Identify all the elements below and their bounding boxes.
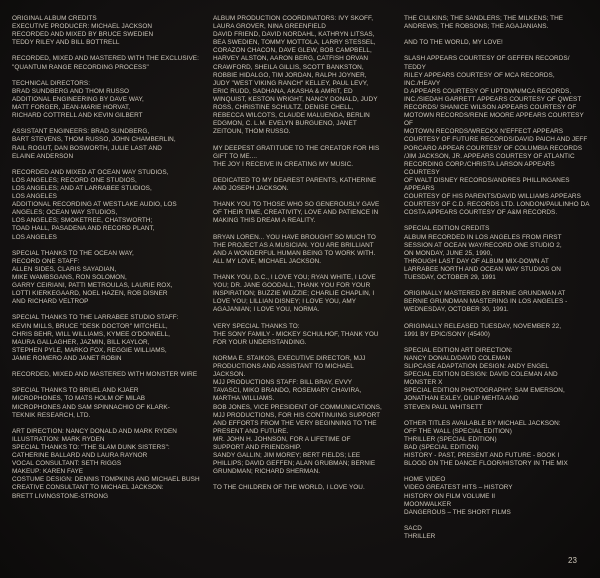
credit-block-right: HOME VIDEO VIDEO GREATEST HITS – HISTORY HISTORY ON FILM VOLUME II MOONWALKER DANGEROUS – THE SHORT FILMS xyxy=(404,476,513,516)
credit-block-left: SPECIAL THANKS TO BRUEL AND KJAER MICROPHONES, TO MATS HOLM OF MILAB MICROPHONES AND SAM SPINNACHIO OF KLARK- TEKNIK RESEARCH, LTD. xyxy=(12,387,170,419)
credit-block-right: ORIGINALLY RELEASED TUESDAY, NOVEMBER 22, 1991 BY EPIC/SONY (45400) xyxy=(404,322,562,338)
credits-column-left xyxy=(12,15,202,509)
credit-block-middle: ALBUM PRODUCTION COORDINATORS: IVY SKOFF, LAURA GROVER, NINA GREENFIELD DAVID FRIEND, DAVID NORDAHL, KATHRYN LITSAS, BEA SWEDIEN, TOMMY MOTTOLA, LARRY STESSEL, CORAZON CHACON, DAVE GLEW, BOB CAMPBELL, HARVEY ALSTON, AARON BERG, CATFISH ORVAN CRAWFORD, SHEILA GILLIS, SCOTT BANKSTON, ROBBIE HIDALGO, TIM JORDAN, RALPH JOYNER, JUDY "WEST VIKING RANCH" KELLEY, PAUL LEVY, ERIC RUDD, SADHANA, AKASHA & AMRIT, ED WINQUIST, KESTON WRIGHT, NANCY DONALD, JUDY ROSS, CHRISTINE SCHULTZ, DENISE CHELL, REBECCA WILCOTS, CLAUDE MALUENDA, BERLIN EDGMON, C. L.M. EVELYN BURGUENO, JANET ZEITOUN, THOM RUSSO. xyxy=(213,15,378,136)
credit-block-right: OTHER TITLES AVAILABLE BY MICHAEL JACKSON: OFF THE WALL (SPECIAL EDITION) THRILLER (SPECIAL EDITION) BAD (SPECIAL EDITION) HISTORY - PAST, PRESENT AND FUTURE - BOOK I BLOOD ON THE DANCE FLOOR/HISTORY IN THE MIX xyxy=(404,419,568,468)
credit-block-right: SPECIAL EDITION CREDITS ALBUM RECORDED IN LOS ANGELES FROM FIRST SESSION AT OCEAN WAY/RECORD ONE STUDIO 2, ON MONDAY, JUNE 25, 1990, THROUGH LAST DAY OF ALBUM MIX-DOWN AT LARRABEE NORTH AND OCEAN WAY STUDIOS ON TUESDAY, OCTOBER 29, 1991 xyxy=(404,225,562,281)
credit-block-middle: THANK YOU TO THOSE WHO SO GENEROUSLY GAVE OF THEIR TIME, CREATIVITY, LOVE AND PATIENCE IN MAKING THIS DREAM A REALITY. xyxy=(213,201,380,225)
credits-column-right xyxy=(404,15,590,549)
credit-block-middle: BRYAN LOREN... YOU HAVE BROUGHT SO MUCH TO THE PROJECT AS A MUSICIAN. YOU ARE BRILLIANT AND A WONDERFUL HUMAN BEING TO WORK WITH. ALL MY LOVE, MICHAEL JACKSON. xyxy=(213,233,376,265)
credit-block-right: SPECIAL EDITION ART DIRECTION: NANCY DONALD/DAVID COLEMAN SLIPCASE ADAPTATION DESIGN: ANDY ENGEL SPECIAL EDITION DESIGN: DAVID COLEMAN AND MONSTER X SPECIAL EDITION PHOTOGRAPHY: SAM EMERSON, JONATHAN EXLEY, DILIP MEHTA AND STEVEN PAUL WHITSETT xyxy=(404,346,565,411)
credit-block-right: THE CULKINS; THE SANDLERS; THE MILKENS; THE ANDREWS; THE ROBSONS; THE AGAJANIANS. xyxy=(404,15,564,31)
credit-block-middle: NORMA E. STAIKOS, EXECUTIVE DIRECTOR, MJJ PRODUCTIONS AND ASSISTANT TO MICHAEL JACKSON. MJJ PRODUCTIONS STAFF: BILL BRAY, EVVY TAVASCI, MIKO BRANDO, ROSEMARY CHAVIRA, MARTHA WILLIAMS. BOB JONES, VICE PRESIDENT OF COMMUNICATIONS, MJJ PRODUCTIONS, FOR HIS CONTINUING SUPPORT AND EFFORTS FROM THE VERY BEGINNING TO THE PRESENT AND FUTURE. MR. JOHN H. JOHNSON, FOR A LIFETIME OF SUPPORT AND FRIENDSHIP. SANDY GALLIN; JIM MOREY; BERT FIELDS; LEE PHILLIPS; DAVID GEFFEN; ALAN GRUBMAN; BERNIE GRUNDMAN; RICHARD SHERMAN. xyxy=(213,354,382,476)
credit-block-left: ORIGINAL ALBUM CREDITS EXECUTIVE PRODUCER: MICHAEL JACKSON RECORDED AND MIXED BY BRUCE SWEDIEN TEDDY RILEY AND BILL BOTTRELL xyxy=(12,15,154,47)
credit-block-right: SLASH APPEARS COURTESY OF GEFFEN RECORDS/ TEDDY RILEY APPEARS COURTESY OF MCA RECORDS, INC./HEAVY D APPEARS COURTESY OF UPTOWN/MCA RECORDS, INC./SIEDAH GARRETT APPEARS COURTESY OF QWEST RECORDS/ SHANICE WILSON APPEARS COURTESY OF MOTOWN RECORDS/RENE MOORE APPEARS COURTESY OF MOTOWN RECORDS/WRECKX N'EFFECT APPEARS COURTESY OF FUTURE RECORDS/DAVID PAICH AND JEFF PORCARO APPEAR COURTESY OF COLUMBIA RECORDS /JIM JACKSON, JR. APPEARS COURTESY OF ATLANTIC RECORDING CORP./CHRISTA LARSON APPEARS COURTESY OF WALT DISNEY RECORDS/ANDRES PHILLINGANES APPEARS COURTESY OF HIS PARENTS/DAVID WILLIAMS APPEARS COURTESY OF C.D. RECORDS LTD. LONDON/PAULINHO DA COSTA APPEARS COURTESY OF A&M RECORDS. xyxy=(404,55,590,217)
credit-block-right: ORIGINALLY MASTERED BY BERNIE GRUNDMAN AT BERNIE GRUNDMAN MASTERING IN LOS ANGELES - WEDNESDAY, OCTOBER 30, 1991. xyxy=(404,290,568,314)
credit-block-right: AND TO THE WORLD, MY LOVE! xyxy=(404,39,503,47)
credit-block-left: TECHNICAL DIRECTORS: BRAD SUNDBERG AND THOM RUSSO ADDITIONAL ENGINEERING BY DAVE WAY, MATT FORGER, JEAN-MARIE HORVAT, RICHARD COTTRELL AND KEVIN GILBERT xyxy=(12,79,144,120)
credit-block-middle: VERY SPECIAL THANKS TO: THE SONY FAMILY - MICKEY SCHULHOF, THANK YOU FOR YOUR UNDERSTANDING. xyxy=(213,322,379,346)
credits-column-middle xyxy=(213,15,395,501)
credit-block-middle: TO THE CHILDREN OF THE WORLD, I LOVE YOU. xyxy=(213,484,365,492)
credit-block-left: RECORDED AND MIXED AT OCEAN WAY STUDIOS, LOS ANGELES; RECORD ONE STUDIOS, LOS ANGELES; AND AT LARRABEE STUDIOS, LOS ANGELES ADDITIONAL RECORDING AT WESTLAKE AUDIO, LOS ANGELES; OCEAN WAY STUDIOS, LOS ANGELES; SMOKETREE, CHATSWORTH; TOAD HALL, PASADENA AND RECORD PLANT, LOS ANGELES xyxy=(12,168,177,241)
credit-block-left: SPECIAL THANKS TO THE LARRABEE STUDIO STAFF: KEVIN MILLS, BRUCE "DESK DOCTOR" MITCHELL, CHRIS BEHR, WILL WILLIAMS, KYMEE O'DONNELL, MAURA GALLAGHER, JAZMIN, BILL KAYLOR, STEPHEN PYLE, MARKO FOX, REGGIE WILLIAMS, JAMIE ROMERO AND JANET ROBIN xyxy=(12,314,179,362)
credit-block-left: RECORDED, MIXED AND MASTERED WITH MONSTER WIRE xyxy=(12,371,198,379)
credit-block-left: SPECIAL THANKS TO THE OCEAN WAY, RECORD ONE STAFF: ALLEN SIDES, CLARIS SAYADIAN, MIKE WAMBSGANS, RON SOLOMON, GARRY CEIRIANI, PATTI METROULAS, LAURIE ROX, LOTTI KIERKEGAARD, NOEL HAZEN, ROB DISNER AND RICHARD VELTROP xyxy=(12,249,173,306)
credit-block-right: SACD THRILLER xyxy=(404,524,436,540)
credit-block-left: ASSISTANT ENGINEERS: BRAD SUNDBERG, BART STEVENS, THOM RUSSO, JOHN CHAMBERLIN, RAIL ROGUT, DAN BOSWORTH, JULIE LAST AND ELAINE ANDERSON xyxy=(12,128,176,160)
credit-block-left: RECORDED, MIXED AND MASTERED WITH THE EXCLUSIVE: "QUANTUM RANGE RECORDING PROCESS" xyxy=(12,55,199,71)
credit-block-middle: MY DEEPEST GRATITUDE TO THE CREATOR FOR HIS GIFT TO ME.... THE JOY I RECEIVE IN CREATING MY MUSIC. xyxy=(213,144,380,168)
page-number: 23 xyxy=(568,556,577,565)
credit-block-middle: DEDICATED TO MY DEAREST PARENTS, KATHERINE AND JOSEPH JACKSON. xyxy=(213,176,377,192)
credit-block-left: ART DIRECTION: NANCY DONALD AND MARK RYDEN ILLUSTRATION: MARK RYDEN SPECIAL THANKS TO: "THE SLAM DUNK SISTERS": CATHERINE BALLARD AND LAURA RAYNOR VOCAL CONSULTANT: SETH RIGGS MAKEUP: KAREN FAYE COSTUME DESIGN: DENNIS TOMPKINS AND MICHAEL BUSH CREATIVE CONSULTANT TO MICHAEL JACKSON: BRETT LIVINGSTONE-STRONG xyxy=(12,427,200,500)
credit-block-middle: THANK YOU, D.C., I LOVE YOU; RYAN WHITE, I LOVE YOU; DR. JANE GOODALL, THANK YOU FOR YOUR INSPIRATION; BUZZIE WUZZIE; CHARLIE CHAPLIN, I LOVE YOU; LILLIAN DISNEY; I LOVE YOU, AMY AGAJANIAN; I LOVE YOU, NORMA. xyxy=(213,274,376,314)
